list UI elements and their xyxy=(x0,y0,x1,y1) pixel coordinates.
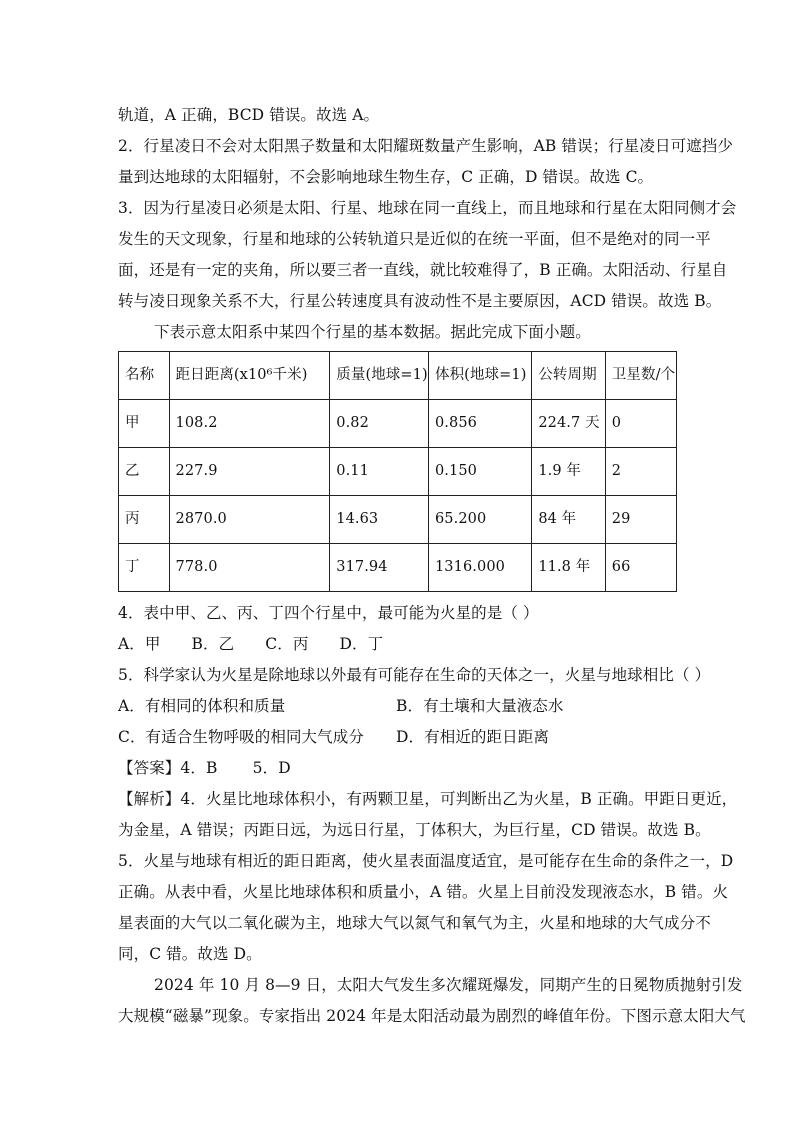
next-intro: 2024 年 10 月 8—9 日，太阳大气发生多次耀斑爆发，同期产生的日冕物质抛射引发 xyxy=(154,976,743,994)
text-line: 发生的天文现象，行星和地球的公转轨道只是近似的在统一平面，但不是绝对的同一平 xyxy=(118,230,711,248)
analysis-line: 5．火星与地球有相近的距日距离，使火星表面温度适宜，是可能存在生命的条件之一，D xyxy=(118,852,734,870)
cell-period: 224.7 天 xyxy=(532,400,605,448)
cell-distance: 778.0 xyxy=(169,544,330,592)
answer-line: 【答案】4．B 5．D xyxy=(118,759,291,777)
cell-satellites: 2 xyxy=(605,448,676,496)
cell-name: 乙 xyxy=(119,448,170,496)
analysis-line: 正确。从表中看，火星比地球体积和质量小，A 错。火星上目前没发现液态水，B 错。火 xyxy=(118,883,729,901)
cell-mass: 0.11 xyxy=(330,448,429,496)
table-row xyxy=(119,448,677,496)
cell-volume: 0.856 xyxy=(428,400,531,448)
cell-mass: 317.94 xyxy=(330,544,429,592)
question-5-options-row-2 xyxy=(118,722,678,753)
text-line: 量到达地球的太阳辐射，不会影响地球生物生存，C 正确，D 错误。故选 C。 xyxy=(118,168,654,186)
question-5-stem: 5．科学家认为火星是除地球以外最有可能存在生命的天体之一，火星与地球相比（ ） xyxy=(118,666,711,684)
option-b: B．乙 xyxy=(191,635,235,653)
cell-mass: 0.82 xyxy=(330,400,429,448)
option-d: D．丁 xyxy=(339,635,384,653)
text-line: 面，还是有一定的夹角，所以要三者一直线，就比较难得了，B 正确。太阳活动、行星自 xyxy=(118,261,728,279)
cell-volume: 1316.000 xyxy=(428,544,531,592)
analysis-line: 同，C 错。故选 D。 xyxy=(118,945,262,963)
option-b: B．有土壤和大量液态水 xyxy=(396,697,564,715)
question-4-options xyxy=(118,629,678,660)
text-line: 3．因为行星凌日必须是太阳、行星、地球在同一直线上，而且地球和行星在太阳同侧才会 xyxy=(118,199,737,217)
question-5-options-row-1 xyxy=(118,691,678,722)
planet-data-table xyxy=(118,351,677,592)
cell-name: 丁 xyxy=(119,544,170,592)
cell-distance: 108.2 xyxy=(169,400,330,448)
header-period: 公转周期 xyxy=(532,352,605,400)
cell-distance: 227.9 xyxy=(169,448,330,496)
text-line: 轨道，A 正确，BCD 错误。故选 A。 xyxy=(118,106,380,124)
header-volume: 体积(地球=1) xyxy=(428,352,531,400)
table-row xyxy=(119,496,677,544)
text-line: 2．行星凌日不会对太阳黑子数量和太阳耀斑数量产生影响，AB 错误；行星凌日可遮挡少 xyxy=(118,137,733,155)
cell-volume: 65.200 xyxy=(428,496,531,544)
cell-name: 丙 xyxy=(119,496,170,544)
table-intro: 下表示意太阳系中某四个行星的基本数据。据此完成下面小题。 xyxy=(154,323,591,341)
page-content xyxy=(118,100,746,1032)
question-4-stem: 4．表中甲、乙、丙、丁四个行星中，最可能为火星的是（ ） xyxy=(118,604,539,622)
option-d: D．有相近的距日距离 xyxy=(396,728,549,746)
header-name: 名称 xyxy=(119,352,170,400)
cell-satellites: 29 xyxy=(605,496,676,544)
cell-period: 84 年 xyxy=(532,496,605,544)
cell-name: 甲 xyxy=(119,400,170,448)
option-c: C．有适合生物呼吸的相同大气成分 xyxy=(118,728,364,746)
header-mass: 质量(地球=1) xyxy=(330,352,429,400)
cell-period: 11.8 年 xyxy=(532,544,605,592)
header-satellites: 卫星数/个 xyxy=(605,352,676,400)
cell-satellites: 0 xyxy=(605,400,676,448)
table-row xyxy=(119,400,677,448)
header-distance: 距日距离(x10⁶千米) xyxy=(169,352,330,400)
cell-satellites: 66 xyxy=(605,544,676,592)
cell-distance: 2870.0 xyxy=(169,496,330,544)
text-line: 大规模“磁暴”现象。专家指出 2024 年是太阳活动最为剧烈的峰值年份。下图示意太阳大气 xyxy=(118,1007,746,1025)
option-a: A．有相同的体积和质量 xyxy=(118,697,286,715)
option-a: A．甲 xyxy=(118,635,161,653)
cell-volume: 0.150 xyxy=(428,448,531,496)
option-c: C．丙 xyxy=(265,635,309,653)
cell-mass: 14.63 xyxy=(330,496,429,544)
table-header-row xyxy=(119,352,677,400)
text-line: 转与凌日现象关系不大，行星公转速度具有波动性不是主要原因，ACD 错误。故选 B。 xyxy=(118,292,722,310)
analysis-line: 星表面的大气以二氧化碳为主，地球大气以氮气和氧气为主，火星和地球的大气成分不 xyxy=(118,914,711,932)
analysis-line: 为金星，A 错误；丙距日远，为远日行星，丁体积大，为巨行星，CD 错误。故选 B。 xyxy=(118,821,711,839)
analysis-line: 【解析】4．火星比地球体积小，有两颗卫星，可判断出乙为火星，B 正确。甲距日更近， xyxy=(118,790,738,808)
table-row xyxy=(119,544,677,592)
cell-period: 1.9 年 xyxy=(532,448,605,496)
